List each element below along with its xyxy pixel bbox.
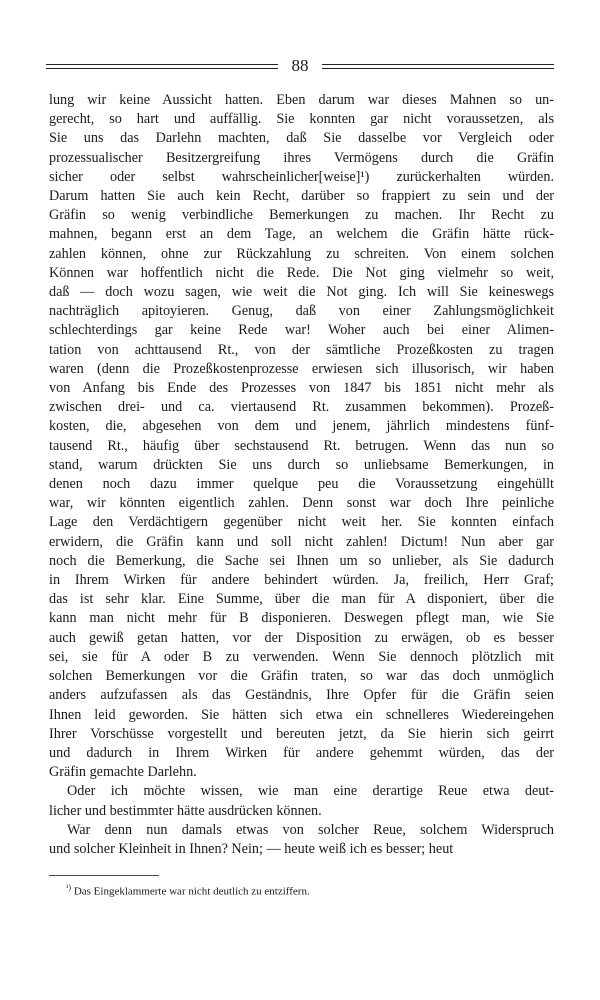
text-line: Sie uns das Darlehn machten, daß Sie dasselbe vor Vergleich oder (49, 130, 554, 147)
text-line: Können war hoffentlich nicht die Rede. Die Not ging vielmehr so weit, (49, 264, 554, 281)
header-rule-right (322, 64, 554, 69)
text-line: prozessualischer Besitzergreifung ihres Vermögens durch die Gräfin (49, 149, 554, 166)
text-line: solchen Bemerkungen vor die Gräfin traten, so war das doch unmöglich (49, 668, 554, 685)
text-line: Ihnen leid geworden. Sie hätten sich etwa ein schnelleres Wiedereingehen (49, 706, 554, 723)
text-line: daß — doch wozu sagen, wie weit die Not ging. Ich will Sie keineswegs (49, 284, 554, 301)
text-line: das ist sehr klar. Eine Summe, über die man für A disponiert, über die (49, 591, 554, 608)
text-line: Ihrer Vorschüsse vorgestellt und bereuten jetzt, da Sie hierin sich geirrt (49, 725, 554, 742)
text-line: War denn nun damals etwas von solcher Reue, solchem Widerspruch (67, 821, 554, 838)
text-line: auch gewiß getan hatten, vor der Disposition zu erwägen, ob es besser (49, 629, 554, 646)
body-text (49, 91, 554, 859)
page-header (46, 56, 554, 76)
text-line: kosten, die, abgesehen von dem und jenem, jährlich mindestens fünf- (49, 418, 554, 435)
footnote-text: Das Eingeklammerte war nicht deutlich zu entziffern. (73, 885, 310, 898)
text-line: und solcher Kleinheit in Ihnen? Nein; — heute weiß ich es besser; heut (49, 840, 454, 857)
text-line: sei, sie für A oder B zu verwenden. Wenn Sie dennoch plötzlich mit (49, 648, 554, 665)
text-line: Gräfin gemachte Darlehn. (49, 764, 197, 781)
text-line: waren (denn die Prozeßkostenprozesse erwiesen sich illusorisch, wir haben (49, 360, 554, 377)
text-line: sicher oder selbst wahrscheinlicher[weise]¹) zurückerhalten würden. (49, 168, 554, 185)
text-line: lung wir keine Aussicht hatten. Eben darum war dieses Mahnen so un- (49, 92, 554, 108)
text-line: zwischen drei- und ca. viertausend Rt. zusammen bekommen). Prozeß- (49, 399, 554, 416)
text-line: erwidern, die Gräfin kann und soll nicht zahlen! Dictum! Nun aber gar (49, 533, 554, 550)
footnote (66, 881, 546, 899)
text-line: tausend Rt., häufig über sechstausend Rt. betrugen. Wenn das nun so (49, 437, 554, 454)
text-line: mahnen, begann erst an dem Tage, an welchem die Gräfin hätte rück- (49, 226, 554, 243)
text-line: nachträglich apitoyieren. Genug, daß von einer Zahlungsmöglichkeit (49, 303, 554, 320)
text-line: denen noch dazu immer quelque peu die Voraussetzung eingehüllt (49, 476, 554, 493)
text-line: Darum hatten Sie auch kein Recht, darüber so frappiert zu sein und der (49, 188, 554, 205)
text-line: von Anfang bis Ende des Prozesses von 1847 bis 1851 nicht mehr als (49, 380, 554, 397)
footnote-rule (49, 875, 159, 876)
page-number: 88 (291, 56, 309, 75)
text-line: kann man nicht mehr für B disponieren. Deswegen pflegt man, wie Sie (49, 610, 554, 627)
text-line: noch die Bemerkung, die Sache sei Ihnen um so unlieber, als Sie dadurch (49, 552, 554, 569)
text-line: anders aufzufassen als das Geständnis, Ihre Opfer für die Gräfin seien (49, 687, 554, 704)
text-line: Gräfin so wenig verbindliche Bemerkungen zu machen. Ihr Recht zu (49, 207, 554, 224)
text-line: Oder ich möchte wissen, wie man eine derartige Reue etwa deut- (67, 783, 554, 800)
text-line: stand, warum drückten Sie uns durch so unliebsame Bemerkungen, in (49, 456, 554, 473)
footnote-marker: ¹) (66, 883, 72, 892)
text-line: gerecht, so hart und auffällig. Sie konnten gar nicht voraussetzen, als (49, 111, 554, 128)
text-line: und dadurch in Ihrem Wirken für andere gehemmt würden, das der (49, 744, 554, 761)
text-line: tation von achttausend Rt., von der sämtliche Prozeßkosten zu tragen (49, 341, 554, 358)
text-line: war, wir könnten eigentlich zahlen. Denn sonst war doch Ihre peinliche (49, 495, 554, 512)
text-line: in Ihrem Wirken für andere behindert würden. Ja, freilich, Herr Graf; (49, 572, 554, 589)
text-line: zahlen können, ohne zur Rückzahlung zu schreiten. Von einem solchen (49, 245, 554, 262)
text-line: Lage den Verdächtigern gegenüber nicht weit her. Sie konnten einfach (49, 514, 554, 531)
text-line: licher und bestimmter hätte ausdrücken können. (49, 802, 322, 819)
text-line: schlechterdings gar keine Rede war! Woher auch bei einer Alimen- (49, 322, 554, 339)
